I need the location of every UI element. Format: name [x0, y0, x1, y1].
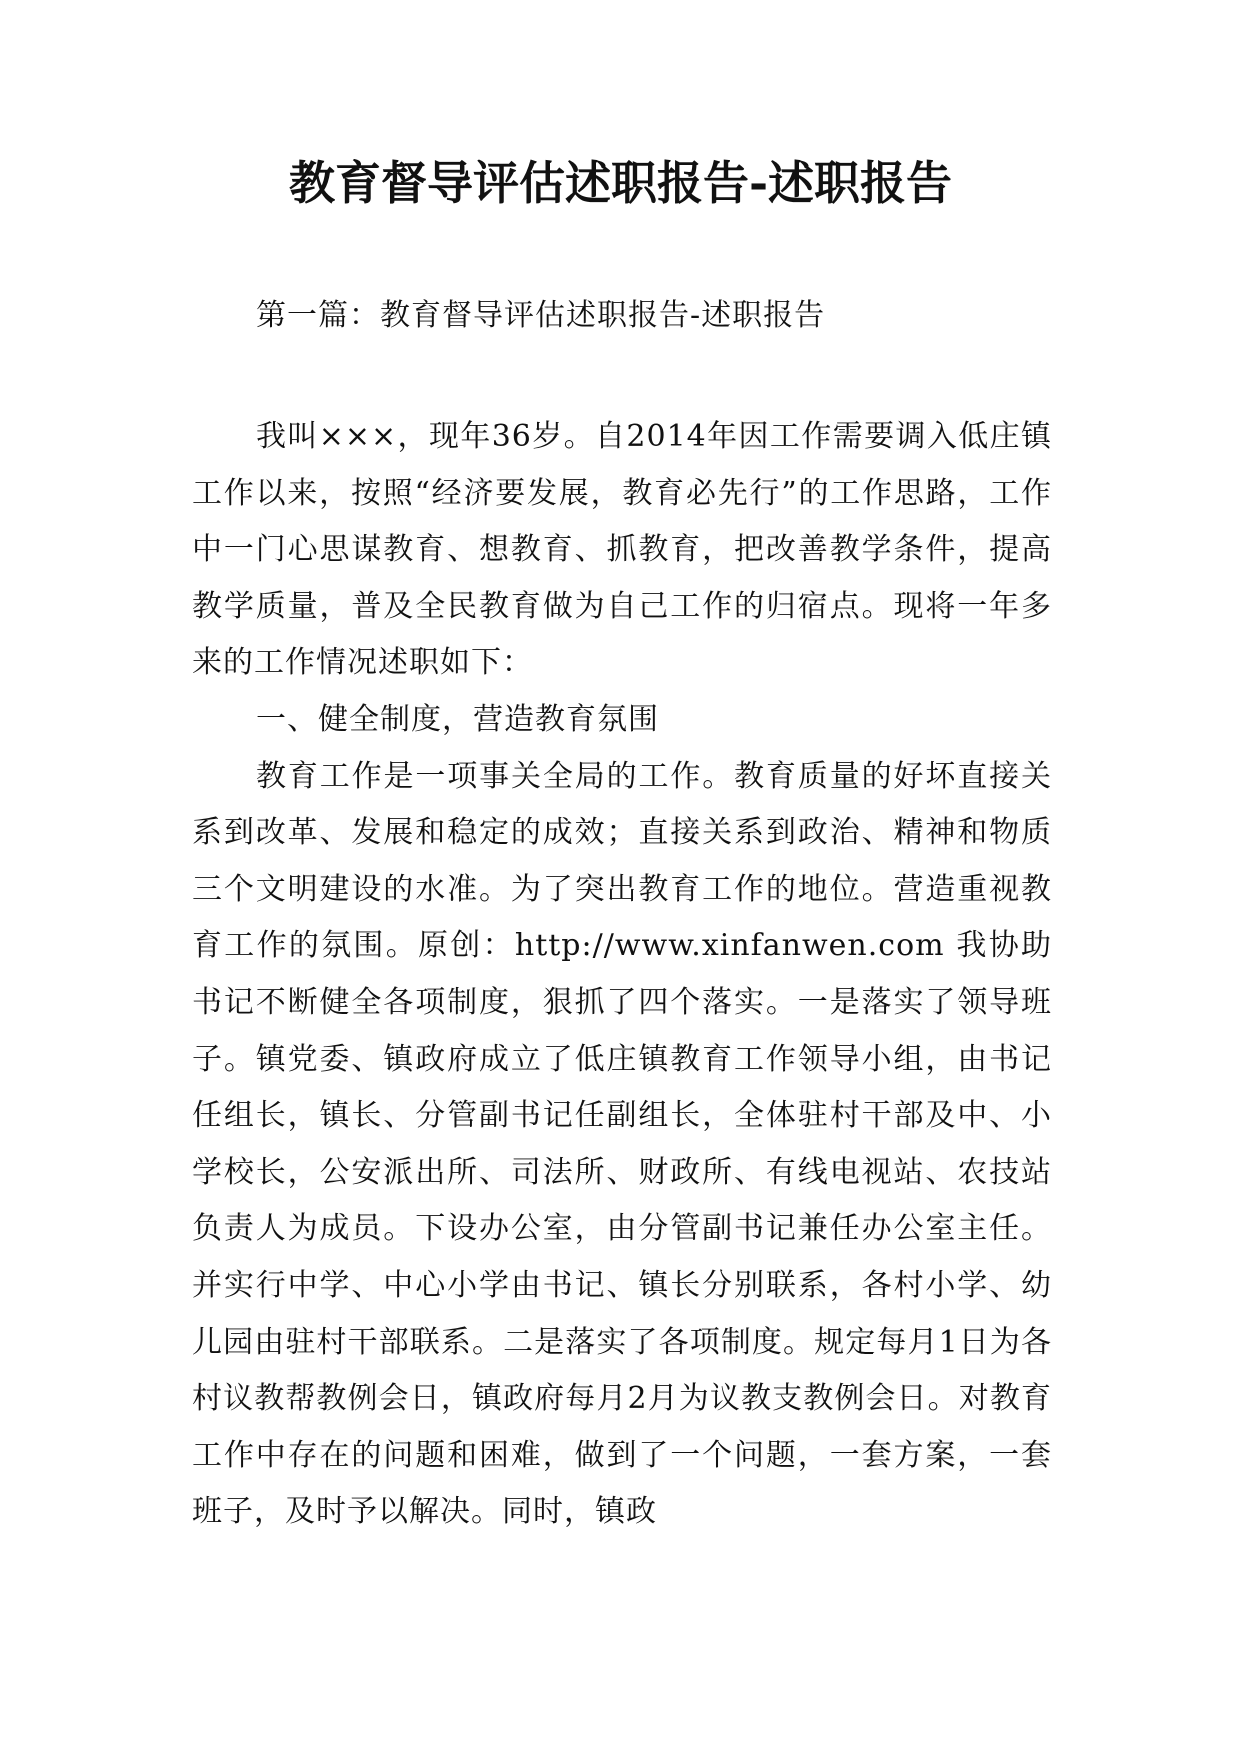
intro-paragraph: 我叫×××，现年36岁。自2014年因工作需要调入低庄镇工作以来，按照“经济要发展，教育必先行”的工作思路，工作中一门心思谋教育、想教育、抓教育，把改善教学条件，提高教学质量，普及全民教育做为自己工作的归宿点。现将一年多来的工作情况述职如下： [192, 419, 1052, 681]
document-body [192, 409, 1052, 1541]
document-title: 教育督导评估述职报告-述职报告 [288, 156, 953, 210]
section-heading: 一、健全制度，营造教育氛围 [256, 701, 659, 737]
document-subtitle: 第一篇：教育督导评估述职报告-述职报告 [256, 298, 826, 333]
section-paragraph: 教育工作是一项事关全局的工作。教育质量的好坏直接关系到改革、发展和稳定的成效；直接关系到政治、精神和物质三个文明建设的水准。为了突出教育工作的地位。营造重视教育工作的氛围。原创：http://www.xinfanwen.com 我协助书记不断健全各项制度，狠抓了四个落实。一是落实了领导班子。镇党委、镇政府成立了低庄镇教育工作领导小组，由书记任组长，镇长、分管副书记任副组长，全体驻村干部及中、小学校长，公安派出所、司法所、财政所、有线电视站、农技站负责人为成员。下设办公室，由分管副书记兼任办公室主任。并实行中学、中心小学由书记、镇长分别联系，各村小学、幼儿园由驻村干部联系。二是落实了各项制度。规定每月1日为各村议教帮教例会日，镇政府每月2月为议教支教例会日。对教育工作中存在的问题和困难，做到了一个问题，一套方案，一套班子，及时予以解决。同时，镇政 [192, 758, 1052, 1530]
